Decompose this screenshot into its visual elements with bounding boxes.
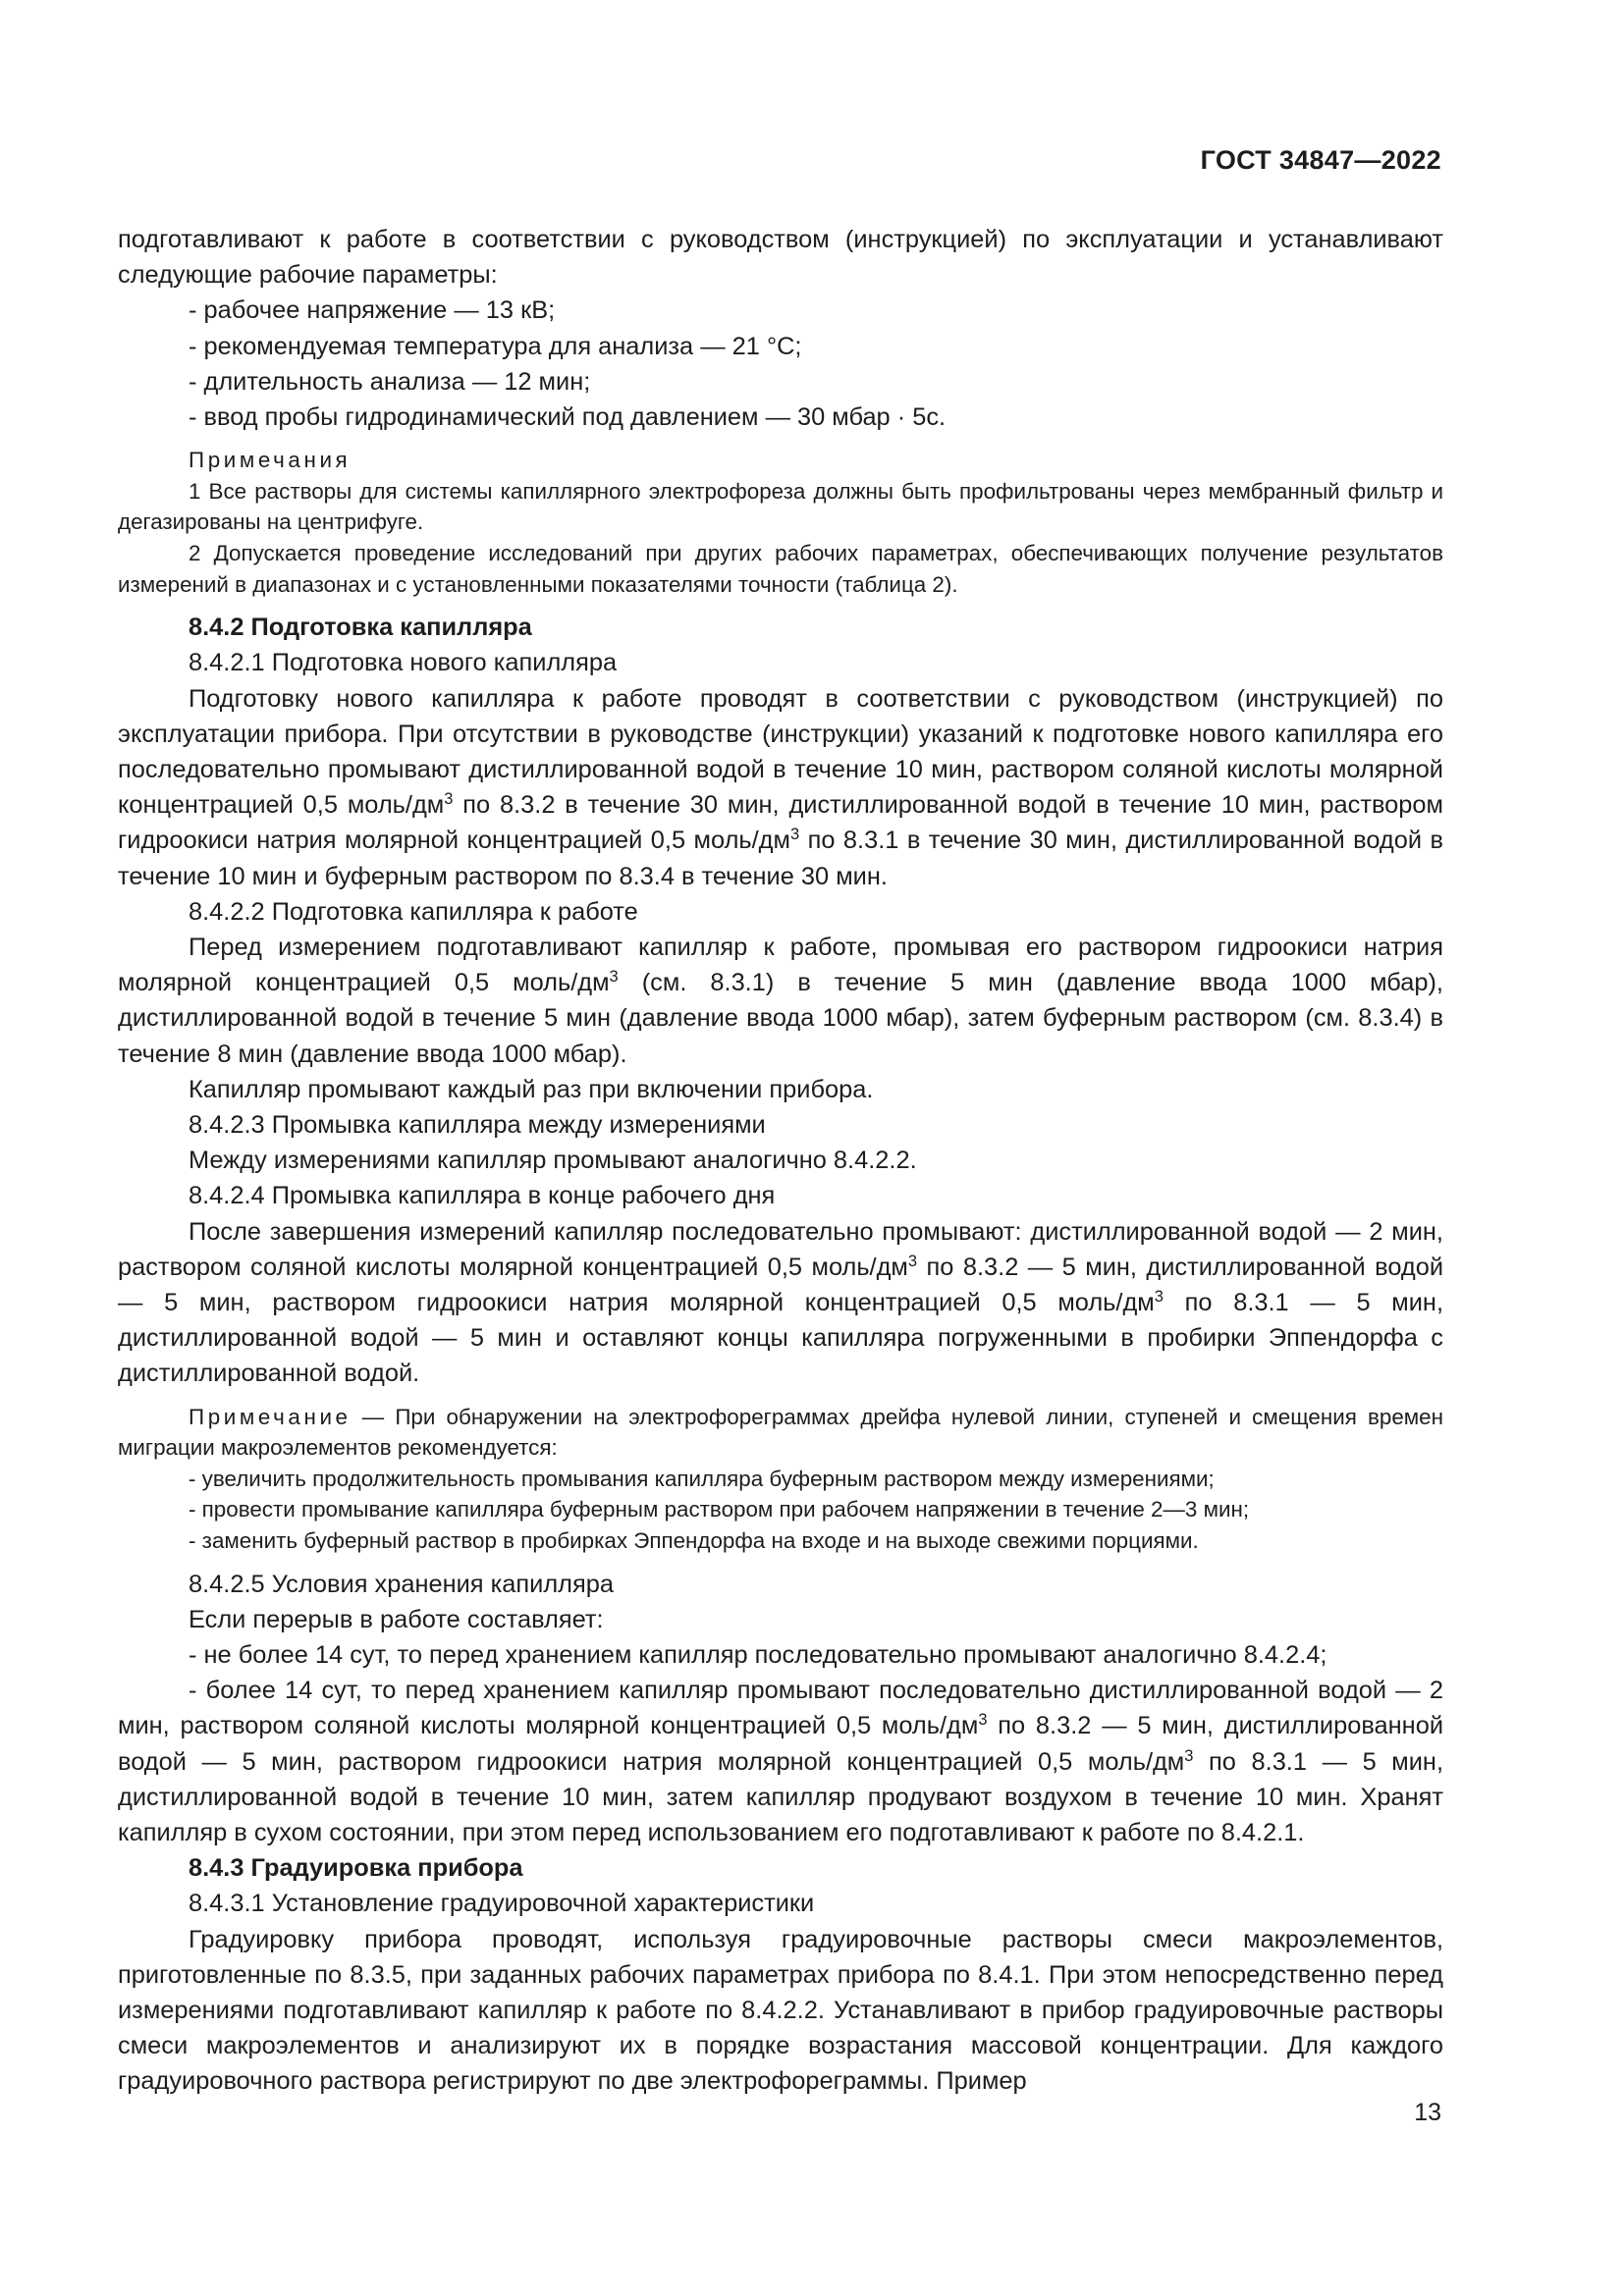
text-segment: Перед измерением подготавливают капилляр к работе, промывая его раствором гидроокиси натрия молярной концентрацией 0,5 моль/дм	[118, 934, 1443, 997]
note-2: 2 Допускается проведение исследований при других рабочих параметрах, обеспечивающих получение результатов измерений в диапазонах и с установленными показателями точности (таблица 2).	[118, 541, 1443, 597]
subsection-title-8-4-2-5: 8.4.2.5 Условия хранения капилляра	[189, 1570, 614, 1598]
recommendation-item: - провести промывание капилляра буферным раствором при рабочем напряжении в течение 2—3 мин;	[189, 1497, 1250, 1522]
subsection-title-8-4-2-2: 8.4.2.2 Подготовка капилляра к работе	[189, 897, 638, 926]
note-paragraph	[118, 1402, 1443, 1464]
page-content	[118, 222, 1443, 2100]
subsection-title-8-4-2-3: 8.4.2.3 Промывка капилляра между измерениями	[189, 1111, 766, 1140]
storage-item: - не более 14 сут, то перед хранением капилляр последовательно промывают аналогично 8.4.2.4;	[189, 1641, 1327, 1670]
text-segment: После завершения измерений капилляр последовательно промывают: дистиллированной водой — 2 мин, раствором соляной кислоты молярной концентрацией 0,5 моль/дм	[118, 1217, 1443, 1281]
paragraph-8-4-2-2-b: Капилляр промывают каждый раз при включении прибора.	[189, 1075, 874, 1103]
standard-header: ГОСТ 34847—2022	[1200, 145, 1441, 175]
superscript: 3	[444, 790, 454, 809]
superscript: 3	[1184, 1746, 1194, 1765]
subsection-title-8-4-2-1: 8.4.2.1 Подготовка нового капилляра	[189, 649, 618, 677]
intro-paragraph: подготавливают к работе в соответствии с руководством (инструкцией) по эксплуатации и устанавливают следующие рабочие параметры:	[118, 226, 1443, 290]
parameter-item: - ввод пробы гидродинамический под давлением — 30 мбар · 5с.	[189, 403, 947, 432]
superscript: 3	[609, 968, 619, 987]
paragraph-8-4-2-1	[118, 681, 1443, 894]
text-segment: по 8.3.1 — 5 мин, дистиллированной водой — 5 мин и оставляют концы капилляра погруженными в пробирки Эппендорфа с дистиллированной водой.	[118, 1289, 1443, 1388]
subsection-title-8-4-3-1: 8.4.3.1 Установление градуировочной характеристики	[189, 1890, 815, 1918]
section-heading-8-4-2: 8.4.2 Подготовка капилляра	[189, 614, 532, 642]
parameter-item: - рабочее напряжение — 13 кВ;	[189, 296, 556, 325]
text-segment: по 8.3.2 — 5 мин, дистиллированной водой — 5 мин, раствором гидроокиси натрия молярной концентрацией 0,5 моль/дм	[118, 1253, 1443, 1317]
subsection-title-8-4-2-4: 8.4.2.4 Промывка капилляра в конце рабочего дня	[189, 1182, 776, 1210]
parameter-item: - длительность анализа — 12 мин;	[189, 367, 591, 396]
text-segment: по 8.3.1 в течение 30 мин, дистиллированной водой в течение 10 мин и буферным раствором по 8.3.4 в течение 30 мин.	[118, 827, 1443, 890]
note-text: — При обнаружении на электрофореграммах дрейфа нулевой линии, ступеней и смещения времен миграции макроэлементов рекомендуется:	[118, 1404, 1443, 1461]
notes-block-1	[118, 445, 1443, 600]
text-segment: по 8.3.2 — 5 мин, дистиллированной водой — 5 мин, раствором гидроокиси натрия молярной концентрацией 0,5 моль/дм	[118, 1712, 1443, 1776]
text-segment: по 8.3.2 в течение 30 мин, дистиллированной водой в течение 10 мин, раствором гидроокиси натрия молярной концентрацией 0,5 моль/дм	[118, 791, 1443, 855]
paragraph-8-4-2-3: Между измерениями капилляр промывают аналогично 8.4.2.2.	[189, 1147, 917, 1175]
note-label: Примечание	[189, 1404, 352, 1429]
superscript: 3	[789, 826, 800, 844]
section-heading-8-4-3: 8.4.3 Градуировка прибора	[189, 1854, 523, 1883]
notes-label: Примечания	[189, 448, 352, 473]
text-segment: по 8.3.1 — 5 мин, дистиллированной водой в течение 10 мин, затем капилляр продувают воздухом в течение 10 мин. Хранят капилляр в сухом состоянии, при этом перед использованием его подготавливают к работе по 8.4.2.1.	[118, 1747, 1443, 1847]
superscript: 3	[978, 1711, 988, 1730]
text-segment: Подготовку нового капилляра к работе проводят в соответствии с руководством (инструкцией) по эксплуатации прибора. При отсутствии в руководстве (инструкции) указаний к подготовке нового капилляра его последовательно промывают дистиллированной водой в течение 10 мин, раствором соляной кислоты молярной концентрацией 0,5 моль/дм	[118, 684, 1443, 820]
paragraph-8-4-2-4	[118, 1214, 1443, 1392]
text-segment: (см. 8.3.1) в течение 5 мин (давление ввода 1000 мбар), дистиллированной водой в течение 5 мин (давление ввода 1000 мбар), затем буферным раствором (см. 8.3.4) в течение 8 мин (давление ввода 1000 мбар).	[118, 969, 1443, 1068]
paragraph-8-4-3-1: Градуировку прибора проводят, используя градуировочные растворы смеси макроэлементов, приготовленные по 8.3.5, при заданных рабочих параметрах прибора по 8.4.1. При этом непосредственно перед измерениями подготавливают капилляр к работе по 8.4.2.2. Устанавливают в прибор градуировочные растворы смеси макроэлементов и анализируют их в порядке возрастания массовой концентрации. Для каждого градуировочного раствора регистрируют по две электрофореграммы. Пример	[118, 1925, 1443, 2096]
note-1: 1 Все растворы для системы капиллярного электрофореза должны быть профильтрованы через мембранный фильтр и дегазированы на центрифуге.	[118, 478, 1443, 535]
paragraph-8-4-2-5: Если перерыв в работе составляет:	[189, 1605, 604, 1633]
paragraph-8-4-2-2	[118, 930, 1443, 1072]
recommendation-item: - заменить буферный раствор в пробирках Эппендорфа на входе и на выходе свежими порциями.	[189, 1528, 1199, 1554]
superscript: 3	[1154, 1287, 1164, 1306]
parameter-item: - рекомендуемая температура для анализа — 21 °C;	[189, 332, 802, 360]
text-segment: - более 14 сут, то перед хранением капилляр промывают последовательно дистиллированной водой — 2 мин, раствором соляной кислоты молярной концентрацией 0,5 моль/дм	[118, 1677, 1443, 1740]
recommendation-item: - увеличить продолжительность промывания капилляра буферным раствором между измерениями;	[189, 1466, 1215, 1491]
storage-item	[118, 1673, 1443, 1850]
notes-block-2	[118, 1402, 1443, 1557]
superscript: 3	[907, 1252, 918, 1270]
page-number: 13	[1414, 2099, 1441, 2126]
